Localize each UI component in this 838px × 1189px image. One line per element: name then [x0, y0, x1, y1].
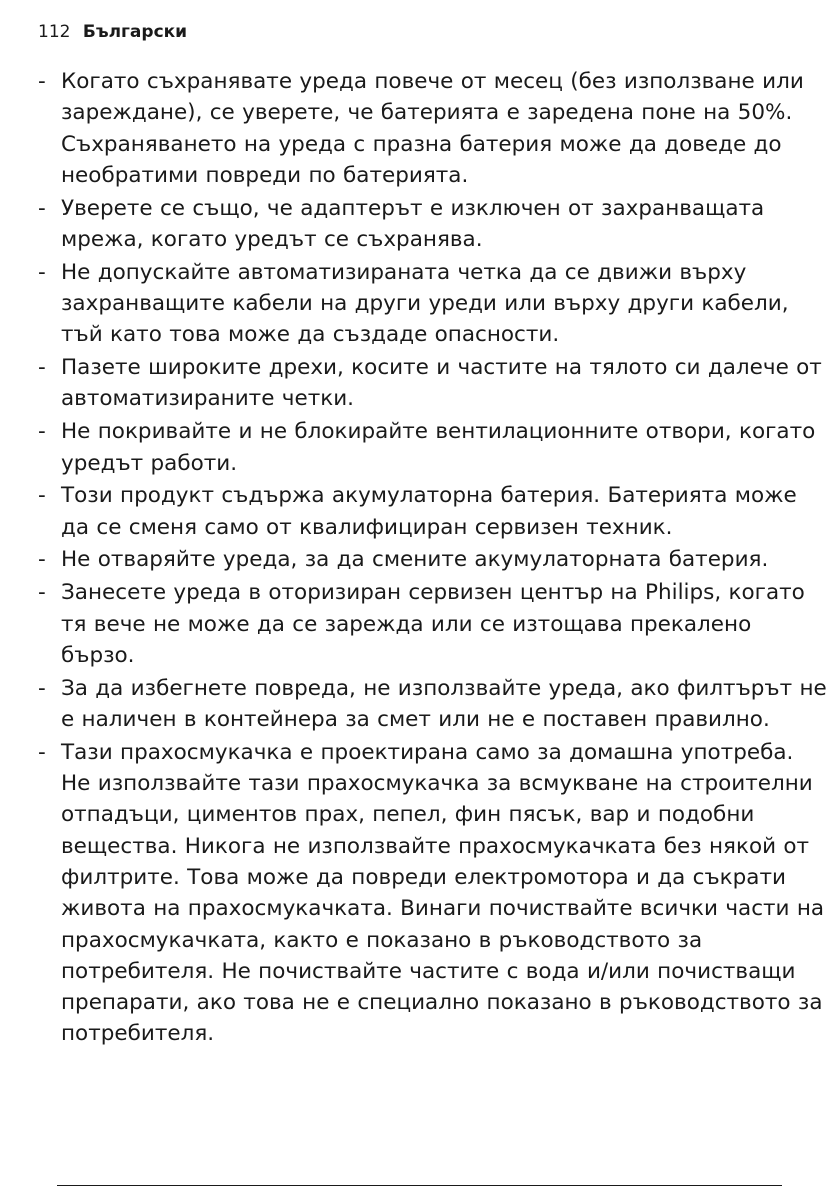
list-item — [38, 257, 828, 351]
bullet-dash: - — [38, 259, 46, 285]
list-item — [38, 480, 828, 543]
bullet-dash: - — [38, 580, 46, 606]
list-item-text: Не покривайте и не блокирайте вентилационните отвори, когато уредът работи. — [61, 419, 816, 476]
list-item-text: Тази прахосмукачка е проектирана само за домашна употреба. Не използвайте тази прахосмукачка за всмукване на строителни отпадъци, циментов прах, пепел, фин пясък, вар и подобни вещества. Никога не използвайте прахосмукачката без някой от филтрите. Това може да повреди електромотора и да съкрати живота на прахосмукачката. Винаги почиствайте всички части на прахосмукачката, както е показано в ръководството за потребителя. Не почиствайте частите с вода и/или почистващи препарати, ако това не е специално показано в ръководството за потребителя. — [61, 739, 825, 1047]
list-item-text: Този продукт съдържа акумулаторна батерия. Батерията може да се сменя само от квалифициран сервизен техник. — [61, 483, 797, 540]
bullet-dash: - — [38, 547, 46, 573]
page-header — [38, 21, 187, 43]
list-item — [38, 193, 828, 256]
list-item — [38, 577, 828, 671]
bullet-dash: - — [38, 355, 46, 381]
bullet-dash: - — [38, 419, 46, 445]
list-item — [38, 352, 828, 415]
bullet-dash: - — [38, 675, 46, 701]
bullet-dash: - — [38, 739, 46, 765]
list-item-text: Занесете уреда в оторизиран сервизен център на Philips, когато тя вече не може да се зарежда или се изтощава прекалено бързо. — [61, 580, 805, 668]
list-item-text: Пазете широките дрехи, косите и частите на тялото си далече от автоматизираните четки. — [61, 355, 822, 412]
list-item-text: Когато съхранявате уреда повече от месец (без използване или зареждане), се уверете, че батерията е заредена поне на 50%. Съхраняването на уреда с празна батерия може да доведе до необратими повреди по батерията. — [61, 69, 804, 188]
list-item-text: За да избегнете повреда, не използвайте уреда, ако филтърът не е наличен в контейнера за смет или не е поставен правилно. — [61, 675, 827, 732]
bullet-dash: - — [38, 483, 46, 509]
bullet-dash: - — [38, 195, 46, 221]
list-item — [38, 737, 828, 1050]
list-item — [38, 66, 828, 191]
page-content — [38, 66, 828, 1051]
list-item-text: Не допускайте автоматизираната четка да се движи върху захранващите кабели на други уреди или върху други кабели, тъй като това може да създаде опасности. — [61, 259, 789, 348]
list-item-text: Не отваряйте уреда, за да смените акумулаторната батерия. — [61, 547, 769, 573]
list-item — [38, 416, 828, 479]
page-language-title: Български — [82, 22, 188, 42]
list-item — [38, 673, 828, 736]
footer-divider — [57, 1185, 782, 1186]
list-item — [38, 544, 828, 575]
bullet-dash: - — [38, 69, 46, 94]
page-number: 112 — [38, 22, 71, 42]
safety-bullet-list — [38, 66, 828, 1050]
list-item-text: Уверете се също, че адаптерът е изключен от захранващата мрежа, когато уредът се съхранява. — [61, 195, 765, 252]
